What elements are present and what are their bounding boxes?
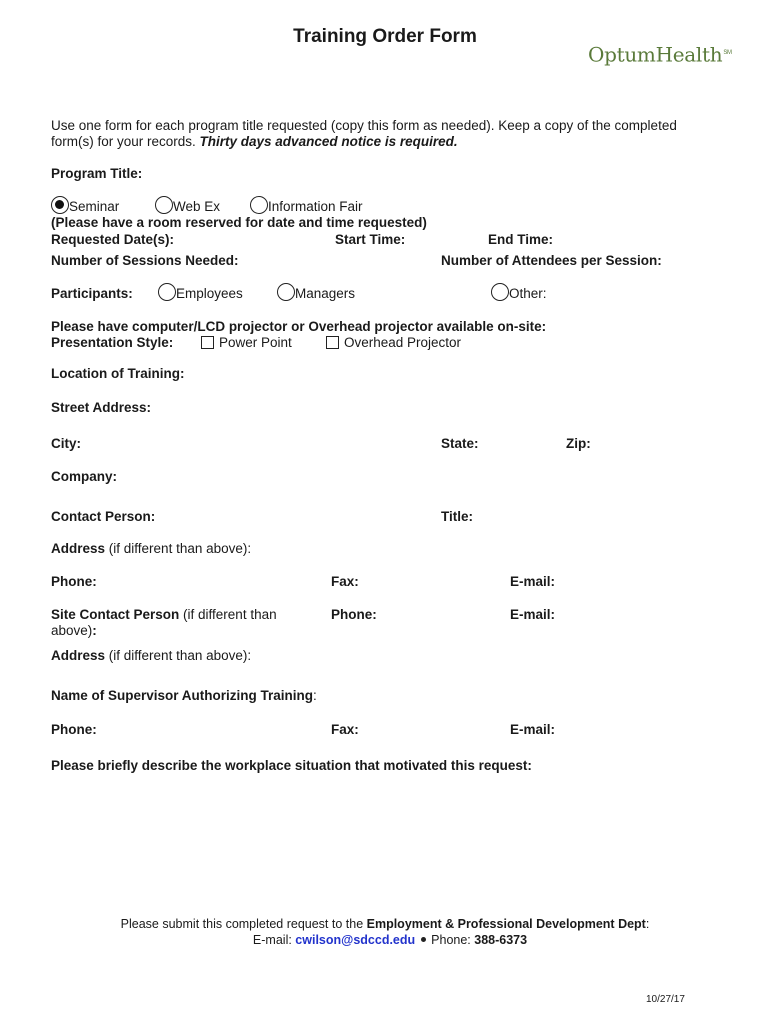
- contact-person-label: Contact Person:: [51, 509, 156, 524]
- program-title-label: Program Title:: [51, 166, 143, 181]
- format-radio-webex[interactable]: [155, 196, 173, 214]
- overhead-projector-checkbox[interactable]: [326, 336, 339, 349]
- format-radio-information-fair[interactable]: [250, 196, 268, 214]
- zip-label: Zip:: [566, 436, 591, 451]
- address-label-1: Address (if different than above):: [51, 541, 252, 556]
- location-label: Location of Training:: [51, 366, 185, 381]
- bullet-icon: [421, 937, 426, 942]
- presentation-style-label: Presentation Style:: [51, 335, 174, 350]
- form-title: Training Order Form: [293, 26, 477, 47]
- attendees-per-session-label: Number of Attendees per Session:: [441, 253, 662, 268]
- participants-label: Participants:: [51, 286, 133, 301]
- email-link[interactable]: cwilson@sdccd.edu: [295, 933, 416, 947]
- site-contact-label: Site Contact Person (if different than: [51, 607, 277, 622]
- power-point-label: Power Point: [219, 335, 292, 350]
- participants-label-employees: Employees: [176, 286, 243, 301]
- format-label-information-fair: Information Fair: [268, 199, 363, 214]
- fax-label-3: Fax:: [331, 722, 359, 737]
- room-note: (Please have a room reserved for date and time requested): [51, 215, 427, 230]
- logo-service-mark: SM: [723, 50, 732, 56]
- projector-note: Please have computer/LCD projector or Overhead projector available on-site:: [51, 319, 547, 334]
- participants-radio-managers[interactable]: [277, 283, 295, 301]
- end-time-label: End Time:: [488, 232, 554, 247]
- state-label: State:: [441, 436, 479, 451]
- phone-number: 388-6373: [474, 933, 528, 947]
- format-radio-seminar[interactable]: [51, 196, 69, 214]
- phone-label-2: Phone:: [331, 607, 377, 622]
- format-label-seminar: Seminar: [69, 199, 120, 214]
- requested-dates-label: Requested Date(s):: [51, 232, 175, 247]
- start-time-label: Start Time:: [335, 232, 406, 247]
- participants-radio-employees[interactable]: [158, 283, 176, 301]
- street-address-label: Street Address:: [51, 400, 152, 415]
- overhead-projector-label: Overhead Projector: [344, 335, 462, 350]
- city-label: City:: [51, 436, 81, 451]
- participants-radio-other[interactable]: [491, 283, 509, 301]
- contact-line: E-mail: cwilson@sdccd.edu Phone: 388-6373: [252, 933, 528, 947]
- title-label: Title:: [441, 509, 474, 524]
- fax-label-1: Fax:: [331, 574, 359, 589]
- describe-situation-label: Please briefly describe the workplace situation that motivated this request:: [51, 758, 532, 773]
- phone-label-3: Phone:: [51, 722, 97, 737]
- format-label-webex: Web Ex: [173, 199, 221, 214]
- address-label-2: Address (if different than above):: [51, 648, 252, 663]
- phone-label-1: Phone:: [51, 574, 97, 589]
- email-label-2: E-mail:: [510, 607, 556, 622]
- email-label-1: E-mail:: [510, 574, 556, 589]
- sessions-needed-label: Number of Sessions Needed:: [51, 253, 239, 268]
- supervisor-label: Name of Supervisor Authorizing Training:: [51, 688, 317, 703]
- optumhealth-logo: [588, 42, 732, 67]
- notice-emphasis: Thirty days advanced notice is required.: [199, 134, 458, 149]
- site-contact-label-cont: above):: [51, 623, 97, 638]
- logo-text: OptumHealth: [588, 42, 723, 67]
- power-point-checkbox[interactable]: [201, 336, 214, 349]
- intro-line-1: Use one form for each program title requested (copy this form as needed). Keep a copy of the completed: [51, 118, 677, 133]
- submit-instructions: Please submit this completed request to the Employment & Professional Development Dept:: [120, 917, 650, 931]
- intro-line-2: form(s) for your records. Thirty days advanced notice is required.: [51, 134, 458, 149]
- revision-date: 10/27/17: [646, 994, 685, 1005]
- company-label: Company:: [51, 469, 118, 484]
- email-label-3: E-mail:: [510, 722, 556, 737]
- participants-label-other: Other:: [509, 286, 547, 301]
- participants-label-managers: Managers: [295, 286, 356, 301]
